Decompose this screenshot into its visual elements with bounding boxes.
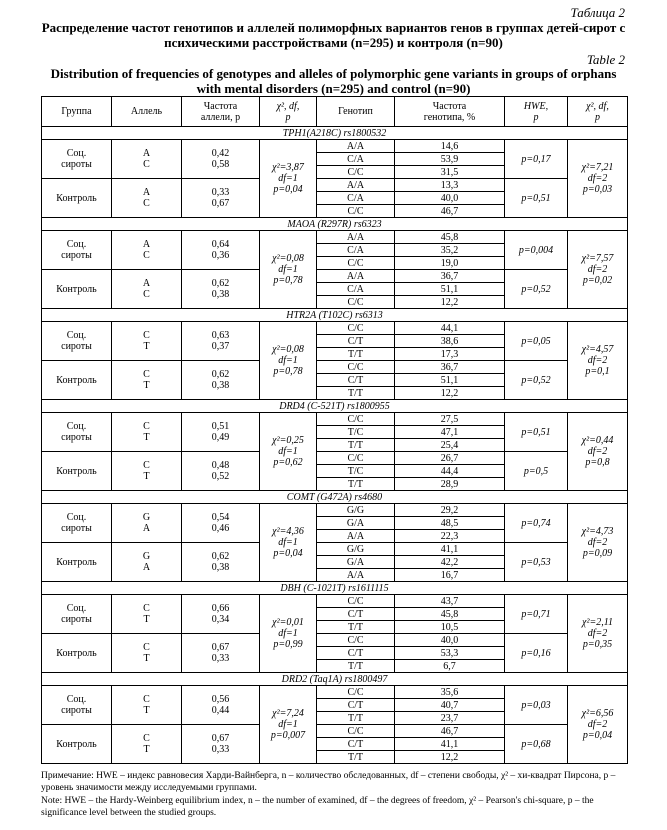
genotype-cell: T/T [317, 348, 395, 361]
header-chi-genotype: χ², df, p [568, 97, 628, 127]
table-row [42, 543, 628, 556]
genotype-frequency-cell: 36,7 [395, 361, 505, 374]
group-name: Контроль [42, 634, 112, 673]
genotype-cell: A/A [317, 140, 395, 153]
genotype-cell: A/A [317, 530, 395, 543]
genotype-cell: C/C [317, 166, 395, 179]
genotype-frequency-cell: 36,7 [395, 270, 505, 283]
genotype-frequency-cell: 23,7 [395, 712, 505, 725]
hwe-cell: p=0,16 [505, 634, 568, 673]
genotype-cell: A/A [317, 231, 395, 244]
genotype-frequency-cell: 46,7 [395, 205, 505, 218]
chi-allele-cell: χ²=0,01 df=1 p=0,99 [260, 595, 317, 673]
header-allele: Аллель [112, 97, 182, 127]
group-name: Соц. сироты [42, 322, 112, 361]
hwe-cell: p=0,004 [505, 231, 568, 270]
genotype-cell: T/T [317, 439, 395, 452]
allele-cell: A C [112, 231, 182, 270]
genotype-frequency-cell: 53,3 [395, 647, 505, 660]
gene-row [42, 582, 628, 595]
genotype-cell: T/T [317, 751, 395, 764]
genotype-frequency-cell: 45,8 [395, 231, 505, 244]
allele-cell: G A [112, 543, 182, 582]
table-label-ru: Таблица 2 [570, 5, 625, 20]
genotype-cell: T/T [317, 660, 395, 673]
chi-allele-cell: χ²=3,87 df=1 p=0,04 [260, 140, 317, 218]
genotype-frequency-cell: 51,1 [395, 374, 505, 387]
table-row [42, 413, 628, 426]
hwe-cell: p=0,5 [505, 452, 568, 491]
allele-cell: A C [112, 270, 182, 309]
allele-frequency-cell: 0,63 0,37 [182, 322, 260, 361]
genotype-cell: C/C [317, 361, 395, 374]
genotype-cell: C/A [317, 192, 395, 205]
genotype-cell: G/A [317, 556, 395, 569]
group-name: Контроль [42, 543, 112, 582]
allele-cell: A C [112, 140, 182, 179]
genotype-frequency-table [41, 96, 628, 764]
genotype-cell: C/C [317, 595, 395, 608]
genotype-cell: C/A [317, 153, 395, 166]
gene-row [42, 673, 628, 686]
allele-cell: C T [112, 686, 182, 725]
genotype-cell: G/A [317, 517, 395, 530]
group-name: Контроль [42, 452, 112, 491]
genotype-frequency-cell: 25,4 [395, 439, 505, 452]
genotype-cell: C/C [317, 296, 395, 309]
genotype-frequency-cell: 38,6 [395, 335, 505, 348]
allele-frequency-cell: 0,51 0,49 [182, 413, 260, 452]
genotype-frequency-cell: 40,0 [395, 634, 505, 647]
allele-frequency-cell: 0,62 0,38 [182, 270, 260, 309]
group-name: Соц. сироты [42, 140, 112, 179]
allele-frequency-cell: 0,62 0,38 [182, 543, 260, 582]
hwe-cell: p=0,52 [505, 361, 568, 400]
genotype-cell: T/T [317, 621, 395, 634]
chi-allele-cell: χ²=7,24 df=1 p=0,007 [260, 686, 317, 764]
allele-frequency-cell: 0,48 0,52 [182, 452, 260, 491]
allele-frequency-cell: 0,54 0,46 [182, 504, 260, 543]
group-name: Соц. сироты [42, 686, 112, 725]
table-title-en: Distribution of frequencies of genotypes and alleles of polymorphic gene variants in groups of orphans with mental disorders (n=295) and control (n=90) [50, 66, 617, 96]
gene-name: DRD2 (Taq1A) rs1800497 [42, 673, 628, 686]
chi-genotype-cell: χ²=0,44 df=2 p=0,8 [568, 413, 628, 491]
genotype-frequency-cell: 12,2 [395, 296, 505, 309]
table-title-ru: Распределение частот генотипов и аллелей полиморфных вариантов генов в группах детей-сирот с психическими расстройствами (n=295) и контроля (n=90) [41, 20, 626, 50]
table-row [42, 595, 628, 608]
header-genotype: Генотип [317, 97, 395, 127]
gene-row [42, 400, 628, 413]
genotype-frequency-cell: 43,7 [395, 595, 505, 608]
chi-genotype-cell: χ²=7,57 df=2 p=0,02 [568, 231, 628, 309]
group-name: Соц. сироты [42, 413, 112, 452]
genotype-cell: C/T [317, 335, 395, 348]
genotype-frequency-cell: 53,9 [395, 153, 505, 166]
genotype-cell: C/C [317, 634, 395, 647]
chi-allele-cell: χ²=0,25 df=1 p=0,62 [260, 413, 317, 491]
genotype-cell: T/T [317, 478, 395, 491]
genotype-cell: A/A [317, 569, 395, 582]
gene-row [42, 218, 628, 231]
allele-cell: C T [112, 595, 182, 634]
genotype-frequency-cell: 12,2 [395, 387, 505, 400]
genotype-frequency-cell: 47,1 [395, 426, 505, 439]
gene-name: HTR2A (T102C) rs6313 [42, 309, 628, 322]
allele-cell: G A [112, 504, 182, 543]
genotype-cell: T/T [317, 387, 395, 400]
allele-cell: C T [112, 725, 182, 764]
genotype-frequency-cell: 6,7 [395, 660, 505, 673]
genotype-cell: C/C [317, 257, 395, 270]
genotype-cell: G/G [317, 543, 395, 556]
gene-row [42, 309, 628, 322]
hwe-cell: p=0,52 [505, 270, 568, 309]
genotype-cell: C/C [317, 725, 395, 738]
group-name: Контроль [42, 270, 112, 309]
genotype-frequency-cell: 17,3 [395, 348, 505, 361]
allele-cell: A C [112, 179, 182, 218]
genotype-frequency-cell: 51,1 [395, 283, 505, 296]
hwe-cell: p=0,05 [505, 322, 568, 361]
table-row [42, 725, 628, 738]
hwe-cell: p=0,03 [505, 686, 568, 725]
genotype-cell: C/C [317, 413, 395, 426]
table-row [42, 322, 628, 335]
table-row [42, 179, 628, 192]
genotype-cell: C/T [317, 608, 395, 621]
chi-genotype-cell: χ²=4,57 df=2 p=0,1 [568, 322, 628, 400]
group-name: Контроль [42, 179, 112, 218]
hwe-cell: p=0,17 [505, 140, 568, 179]
gene-row [42, 127, 628, 140]
header-allele-frequency: Частота аллели, р [182, 97, 260, 127]
genotype-cell: C/C [317, 686, 395, 699]
gene-name: MAOA (R297R) rs6323 [42, 218, 628, 231]
table-row [42, 361, 628, 374]
genotype-frequency-cell: 41,1 [395, 543, 505, 556]
allele-cell: C T [112, 322, 182, 361]
genotype-cell: C/C [317, 322, 395, 335]
chi-allele-cell: χ²=0,08 df=1 p=0,78 [260, 322, 317, 400]
hwe-cell: p=0,68 [505, 725, 568, 764]
allele-frequency-cell: 0,56 0,44 [182, 686, 260, 725]
group-name: Соц. сироты [42, 595, 112, 634]
hwe-cell: p=0,71 [505, 595, 568, 634]
allele-frequency-cell: 0,42 0,58 [182, 140, 260, 179]
group-name: Соц. сироты [42, 504, 112, 543]
gene-row [42, 491, 628, 504]
genotype-frequency-cell: 26,7 [395, 452, 505, 465]
table-note-ru: Примечание: HWE – индекс равновесия Харди-Вайнберга, n – количество обследованных, df – степени свободы, χ² – хи-квадрат Пирсона, p – уровень значимости между исследуемыми группами. [41, 771, 616, 793]
table-row [42, 504, 628, 517]
header-chi-allele: χ², df, p [260, 97, 317, 127]
genotype-frequency-cell: 31,5 [395, 166, 505, 179]
chi-allele-cell: χ²=0,08 df=1 p=0,78 [260, 231, 317, 309]
genotype-frequency-cell: 40,0 [395, 192, 505, 205]
genotype-cell: C/A [317, 244, 395, 257]
genotype-frequency-cell: 40,7 [395, 699, 505, 712]
genotype-frequency-cell: 35,2 [395, 244, 505, 257]
genotype-frequency-cell: 22,3 [395, 530, 505, 543]
hwe-cell: p=0,51 [505, 179, 568, 218]
allele-frequency-cell: 0,33 0,67 [182, 179, 260, 218]
group-name: Контроль [42, 361, 112, 400]
genotype-cell: T/C [317, 426, 395, 439]
genotype-frequency-cell: 10,5 [395, 621, 505, 634]
genotype-frequency-cell: 48,5 [395, 517, 505, 530]
allele-cell: C T [112, 361, 182, 400]
table-row [42, 452, 628, 465]
genotype-frequency-cell: 13,3 [395, 179, 505, 192]
table-label-en: Table 2 [586, 52, 625, 67]
hwe-cell: p=0,53 [505, 543, 568, 582]
chi-genotype-cell: χ²=7,21 df=2 p=0,03 [568, 140, 628, 218]
genotype-frequency-cell: 16,7 [395, 569, 505, 582]
group-name: Соц. сироты [42, 231, 112, 270]
allele-frequency-cell: 0,66 0,34 [182, 595, 260, 634]
genotype-frequency-cell: 44,4 [395, 465, 505, 478]
genotype-frequency-cell: 29,2 [395, 504, 505, 517]
allele-frequency-cell: 0,64 0,36 [182, 231, 260, 270]
table-note-en: Note: HWE – the Hardy-Weinberg equilibrium index, n – the number of examined, df – the degrees of freedom, χ² – Pearson's chi-square, p – the significance level between the studied groups. [41, 796, 594, 818]
gene-name: DBH (C-1021T) rs1611115 [42, 582, 628, 595]
table-row [42, 634, 628, 647]
allele-frequency-cell: 0,62 0,38 [182, 361, 260, 400]
genotype-frequency-cell: 12,2 [395, 751, 505, 764]
genotype-cell: C/T [317, 738, 395, 751]
genotype-cell: A/A [317, 179, 395, 192]
genotype-frequency-cell: 44,1 [395, 322, 505, 335]
genotype-frequency-cell: 28,9 [395, 478, 505, 491]
genotype-frequency-cell: 19,0 [395, 257, 505, 270]
genotype-frequency-cell: 45,8 [395, 608, 505, 621]
allele-frequency-cell: 0,67 0,33 [182, 634, 260, 673]
genotype-cell: C/T [317, 699, 395, 712]
chi-genotype-cell: χ²=4,73 df=2 p=0,09 [568, 504, 628, 582]
genotype-cell: T/T [317, 712, 395, 725]
genotype-cell: C/T [317, 647, 395, 660]
chi-genotype-cell: χ²=6,56 df=2 p=0,04 [568, 686, 628, 764]
header-row [42, 97, 628, 127]
table-row [42, 231, 628, 244]
header-hwe: HWE, p [505, 97, 568, 127]
genotype-cell: C/C [317, 205, 395, 218]
genotype-cell: C/C [317, 452, 395, 465]
genotype-frequency-cell: 14,6 [395, 140, 505, 153]
genotype-cell: G/G [317, 504, 395, 517]
genotype-cell: C/A [317, 283, 395, 296]
table-row [42, 140, 628, 153]
table-row [42, 270, 628, 283]
gene-name: TPH1(A218C) rs1800532 [42, 127, 628, 140]
allele-frequency-cell: 0,67 0,33 [182, 725, 260, 764]
allele-cell: C T [112, 452, 182, 491]
chi-allele-cell: χ²=4,36 df=1 p=0,04 [260, 504, 317, 582]
genotype-frequency-cell: 41,1 [395, 738, 505, 751]
genotype-frequency-cell: 46,7 [395, 725, 505, 738]
genotype-frequency-cell: 42,2 [395, 556, 505, 569]
group-name: Контроль [42, 725, 112, 764]
genotype-cell: C/T [317, 374, 395, 387]
chi-genotype-cell: χ²=2,11 df=2 p=0,35 [568, 595, 628, 673]
genotype-cell: T/C [317, 465, 395, 478]
header-group: Группа [42, 97, 112, 127]
hwe-cell: p=0,74 [505, 504, 568, 543]
gene-name: COMT (G472A) rs4680 [42, 491, 628, 504]
allele-cell: C T [112, 634, 182, 673]
header-genotype-frequency: Частота генотипа, % [395, 97, 505, 127]
genotype-cell: A/A [317, 270, 395, 283]
allele-cell: C T [112, 413, 182, 452]
gene-name: DRD4 (C-521T) rs1800955 [42, 400, 628, 413]
table-row [42, 686, 628, 699]
hwe-cell: p=0,51 [505, 413, 568, 452]
genotype-frequency-cell: 35,6 [395, 686, 505, 699]
genotype-frequency-cell: 27,5 [395, 413, 505, 426]
